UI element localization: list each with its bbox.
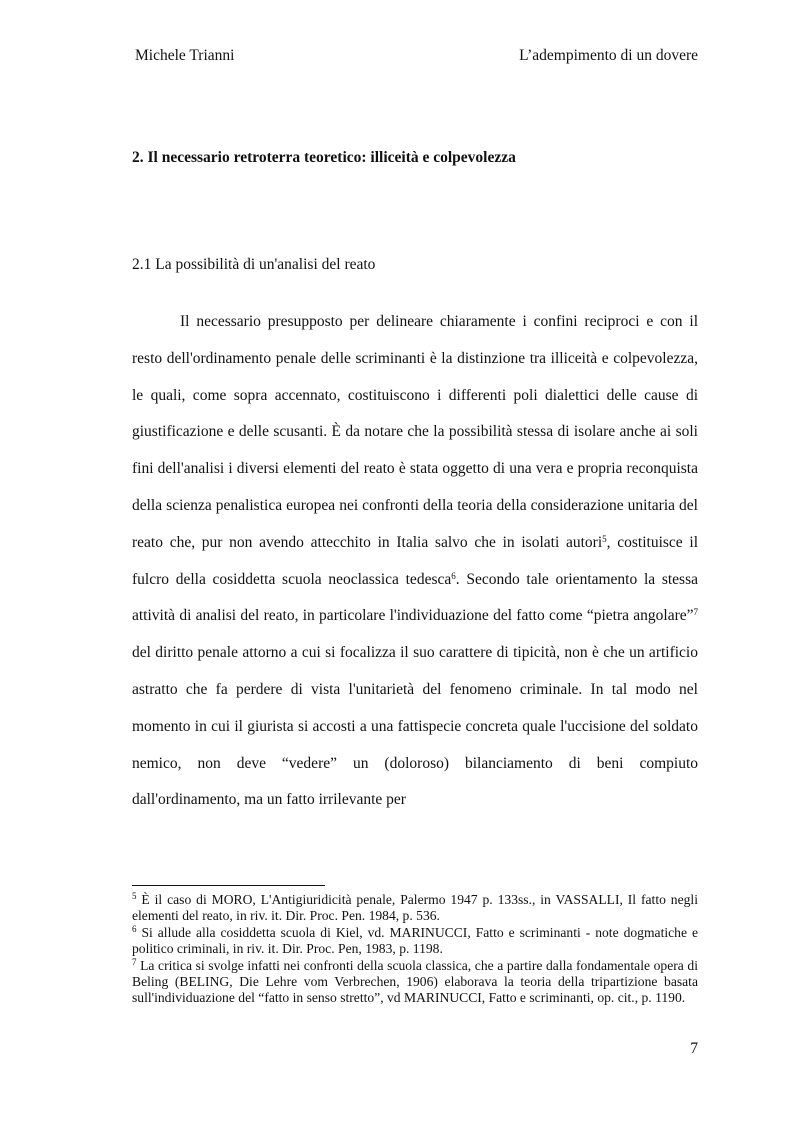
section-title: 2. Il necessario retroterra teoretico: illiceità e colpevolezza (132, 149, 516, 166)
subsection-title: 2.1 La possibilità di un'analisi del reato (132, 256, 376, 273)
footnote-text: È il caso di MORO, L'Antigiuridicità penale, Palermo 1947 p. 133ss., in VASSALLI, Il fatto negli elementi del reato, in riv. it. Dir. Proc. Pen. 1984, p. 536. (132, 892, 698, 924)
running-header-title: L’adempimento di un dovere (519, 47, 698, 64)
footnote-7 (132, 958, 698, 1007)
page-number: 7 (690, 1040, 698, 1057)
body-text (132, 304, 698, 819)
footnote-number: 6 (132, 923, 137, 934)
footnote-text: La critica si svolge infatti nei confronti della scuola classica, che a partire dalla fondamentale opera di Beling (BELING, Die Lehre vom Verbrechen, 1906) elaborava la teoria della tripartizione basata sull'individuazione del “fatto in senso stretto”, vd MARINUCCI, Fatto e scriminanti, op. cit., p. 1190. (132, 957, 698, 1006)
footnote-number: 7 (132, 956, 137, 967)
body-paragraph (132, 304, 698, 819)
footnotes (132, 892, 698, 1007)
footnote-6 (132, 925, 698, 958)
body-segment: del diritto penale attorno a cui si focalizza il suo carattere di tipicità, non è che un artificio astratto che fa perdere di vista l'unitarietà del fenomeno criminale. In tal modo nel momento in cui il giurista si accosti a una fattispecie concreta quale l'uccisione del soldato nemico, non deve “vedere” un (doloroso) bilanciamento di beni compiuto dall'ordinamento, ma un fatto irrilevante per (132, 644, 698, 809)
body-segment: Il necessario presupposto per delineare chiaramente i confini reciproci e con il resto dell'ordinamento penale delle scriminanti è la distinzione tra illiceità e colpevolezza, le quali, come sopra accennato, costituiscono i differenti poli dialettici delle cause di giustificazione e delle scusanti. È da notare che la possibilità stessa di isolare anche ai soli fini dell'analisi i diversi elementi del reato è stata oggetto di una vera e propria reconquista della scienza penalistica europea nei confronti della teoria della considerazione unitaria del reato che, pur non avendo attecchito in Italia salvo che in isolati autori (132, 313, 698, 551)
footnote-ref-7[interactable]: 7 (693, 607, 698, 618)
body-segment: , costituisce il fulcro della cosiddetta scuola neoclassica tedesca (132, 533, 698, 588)
footnote-ref-5[interactable]: 5 (602, 533, 607, 544)
footnote-5 (132, 892, 698, 925)
running-header-author: Michele Trianni (135, 47, 235, 64)
footnote-separator (132, 885, 325, 886)
footnote-ref-6[interactable]: 6 (451, 570, 456, 581)
footnote-text: Si allude alla cosiddetta scuola di Kiel, vd. MARINUCCI, Fatto e scriminanti - note dogmatiche e politico criminali, in riv. it. Dir. Proc. Pen, 1983, p. 1198. (132, 924, 698, 957)
footnote-number: 5 (132, 891, 137, 901)
body-segment: . Secondo tale orientamento la stessa attività di analisi del reato, in particolare l'individuazione del fatto come “pietra angolare” (132, 570, 698, 625)
